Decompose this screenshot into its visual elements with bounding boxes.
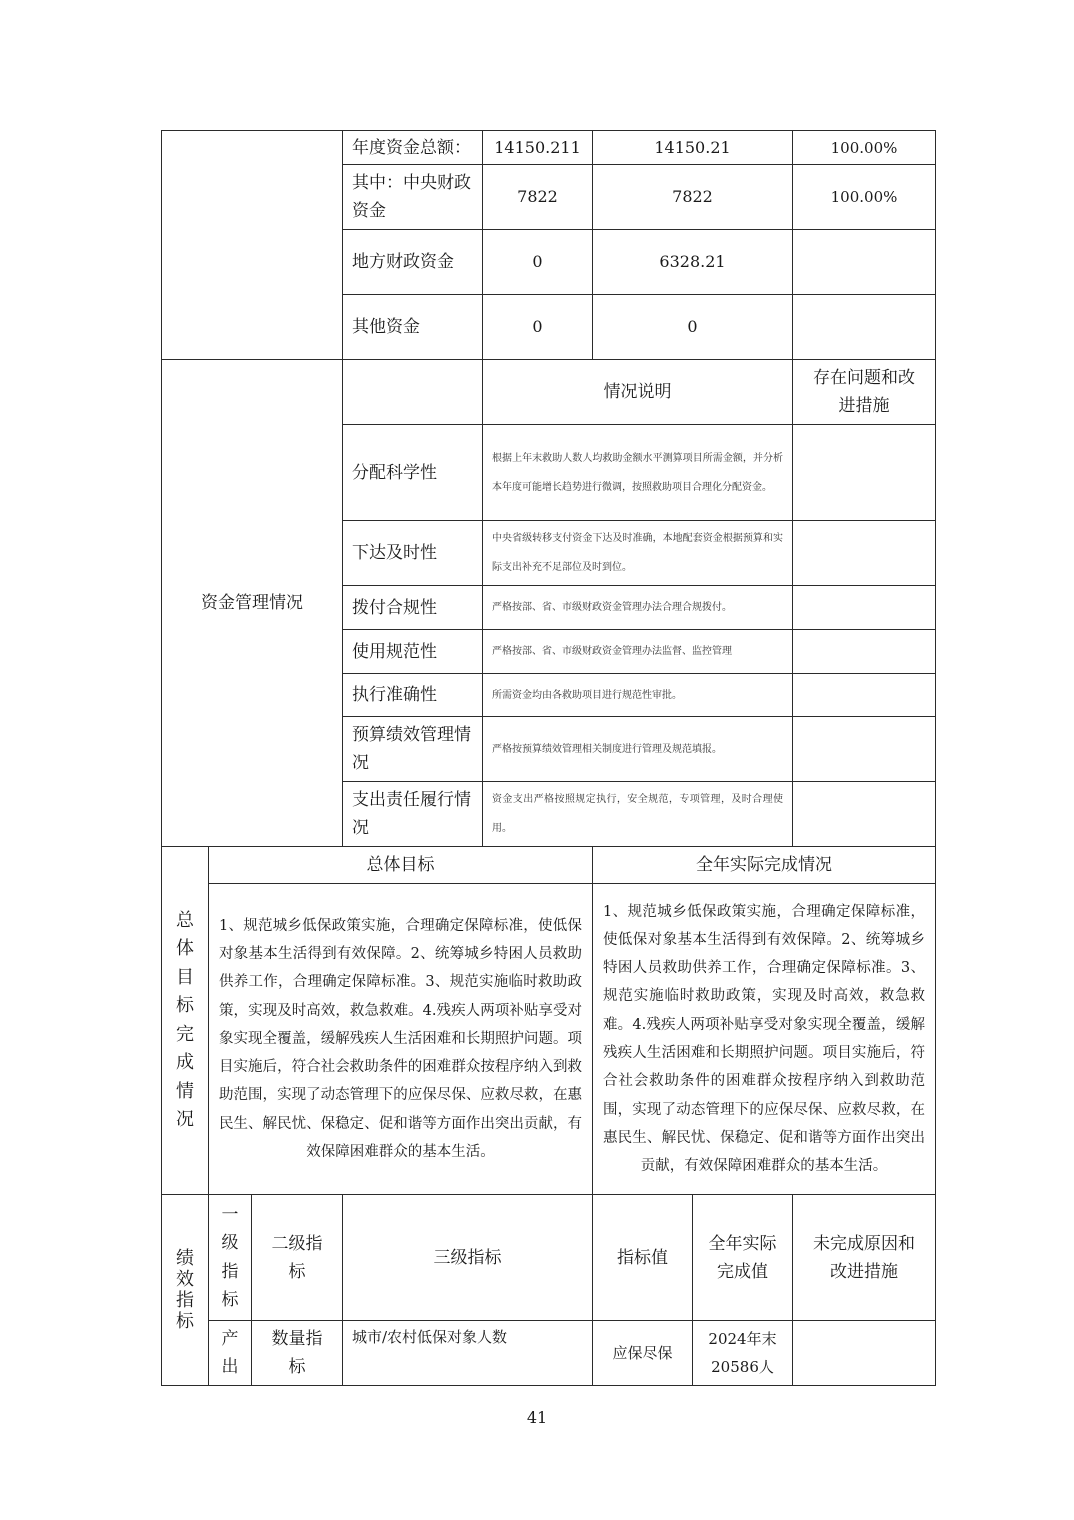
management-item-label: 分配科学性 — [342, 424, 483, 521]
funding-row-label: 地方财政资金 — [342, 229, 483, 295]
funding-row-rate: 100.00% — [792, 130, 936, 165]
funding-row-budget: 14150.211 — [482, 130, 593, 165]
overall-result-text: 1、规范城乡低保政策实施，合理确定保障标准，使低保对象基本生活得到有效保障。2、统筹城乡特困人员救助供养工作，合理确定保障标准。3、规范实施临时救助政策，实现及时高效，救急救难。4.残疾人两项补贴享受对象实现全覆盖，缓解残疾人生活困难和长期照护问题。项目实施后，符合社会救助条件的困难群众按程序纳入到救助范围，实现了动态管理下的应保尽保、应救尽救，在惠民生、解民忧、保稳定、促和谐等方面作出突出贡献，有效保障困难群众的基本生活。 — [592, 883, 936, 1195]
funding-row-actual: 7822 — [592, 164, 793, 230]
funding-row-label: 其他资金 — [342, 294, 483, 360]
overall-goal-header: 总体目标 — [208, 846, 593, 884]
management-item-description: 严格按部、省、市级财政资金管理办法监督、监控管理 — [482, 629, 793, 674]
performance-row-target: 应保尽保 — [592, 1320, 693, 1386]
funding-row-budget: 7822 — [482, 164, 593, 230]
management-item-issues — [792, 520, 936, 586]
funding-row-actual: 14150.21 — [592, 130, 793, 165]
management-item-issues — [792, 716, 936, 782]
management-item-issues — [792, 585, 936, 630]
overall-result-header: 全年实际完成情况 — [592, 846, 936, 884]
management-item-description: 所需资金均由各救助项目进行规范性审批。 — [482, 673, 793, 717]
management-header-issues: 存在问题和改进措施 — [792, 359, 936, 425]
management-item-label: 支出责任履行情况 — [342, 781, 483, 847]
funding-row-budget: 0 — [482, 294, 593, 360]
performance-section-label: 绩效指标 — [176, 1248, 194, 1332]
funding-row-rate — [792, 294, 936, 360]
funding-row-actual: 6328.21 — [592, 229, 793, 295]
management-item-issues — [792, 673, 936, 717]
management-item-label: 使用规范性 — [342, 629, 483, 674]
performance-row-level3: 城市/农村低保对象人数 — [342, 1320, 593, 1386]
performance-section-label-cell — [161, 1194, 209, 1386]
management-item-description: 根据上年末救助人数人均救助金额水平测算项目所需金额，并分析本年度可能增长趋势进行微调，按照救助项目合理化分配资金。 — [482, 424, 793, 521]
funding-row-label: 其中：中央财政资金 — [342, 164, 483, 230]
management-item-label: 下达及时性 — [342, 520, 483, 586]
page-number: 41 — [526, 1408, 548, 1427]
management-item-issues — [792, 781, 936, 847]
management-item-label: 执行准确性 — [342, 673, 483, 717]
funding-row-rate — [792, 229, 936, 295]
management-item-label: 预算绩效管理情况 — [342, 716, 483, 782]
funding-row-actual: 0 — [592, 294, 793, 360]
management-item-description: 资金支出严格按照规定执行，安全规范，专项管理，及时合理使用。 — [482, 781, 793, 847]
performance-header-level1: 一级指标 — [221, 1204, 239, 1310]
performance-row-reason — [792, 1320, 936, 1386]
management-header-description: 情况说明 — [482, 359, 793, 425]
performance-header-level1-cell — [208, 1194, 252, 1321]
performance-header-level2: 二级指标 — [251, 1194, 343, 1321]
management-section-label: 资金管理情况 — [161, 359, 343, 847]
performance-header-actual: 全年实际完成值 — [692, 1194, 793, 1321]
management-item-description: 严格按预算绩效管理相关制度进行管理及规范填报。 — [482, 716, 793, 782]
funding-left-blank — [161, 130, 343, 360]
management-item-issues — [792, 629, 936, 674]
performance-row-actual: 2024年末20586人 — [692, 1320, 793, 1386]
funding-row-budget: 0 — [482, 229, 593, 295]
performance-header-level3: 三级指标 — [342, 1194, 593, 1321]
funding-row-rate: 100.00% — [792, 164, 936, 230]
management-item-description: 严格按部、省、市级财政资金管理办法合理合规拨付。 — [482, 585, 793, 630]
management-item-issues — [792, 424, 936, 521]
performance-row-level1-cell — [208, 1320, 252, 1386]
management-item-description: 中央省级转移支付资金下达及时准确，本地配套资金根据预算和实际支出补充不足部位及时到位。 — [482, 520, 793, 586]
overall-section-label: 总体目标完成情况 — [176, 909, 194, 1130]
performance-row-level1: 产出 — [221, 1328, 239, 1377]
performance-header-target: 指标值 — [592, 1194, 693, 1321]
management-header-blank — [342, 359, 483, 425]
funding-row-label: 年度资金总额： — [342, 130, 483, 165]
overall-goal-text: 1、规范城乡低保政策实施，合理确定保障标准，使低保对象基本生活得到有效保障。2、统筹城乡特困人员救助供养工作，合理确定保障标准。3、规范实施临时救助政策，实现及时高效，救急救难。4.残疾人两项补贴享受对象实现全覆盖，缓解残疾人生活困难和长期照护问题。项目实施后，符合社会救助条件的困难群众按程序纳入到救助范围，实现了动态管理下的应保尽保、应救尽救，在惠民生、解民忧、保稳定、促和谐等方面作出突出贡献，有效保障困难群众的基本生活。 — [208, 883, 593, 1195]
performance-row-level2: 数量指标 — [251, 1320, 343, 1386]
performance-header-reason: 未完成原因和改进措施 — [792, 1194, 936, 1321]
management-item-label: 拨付合规性 — [342, 585, 483, 630]
overall-section-label-cell — [161, 846, 209, 1195]
